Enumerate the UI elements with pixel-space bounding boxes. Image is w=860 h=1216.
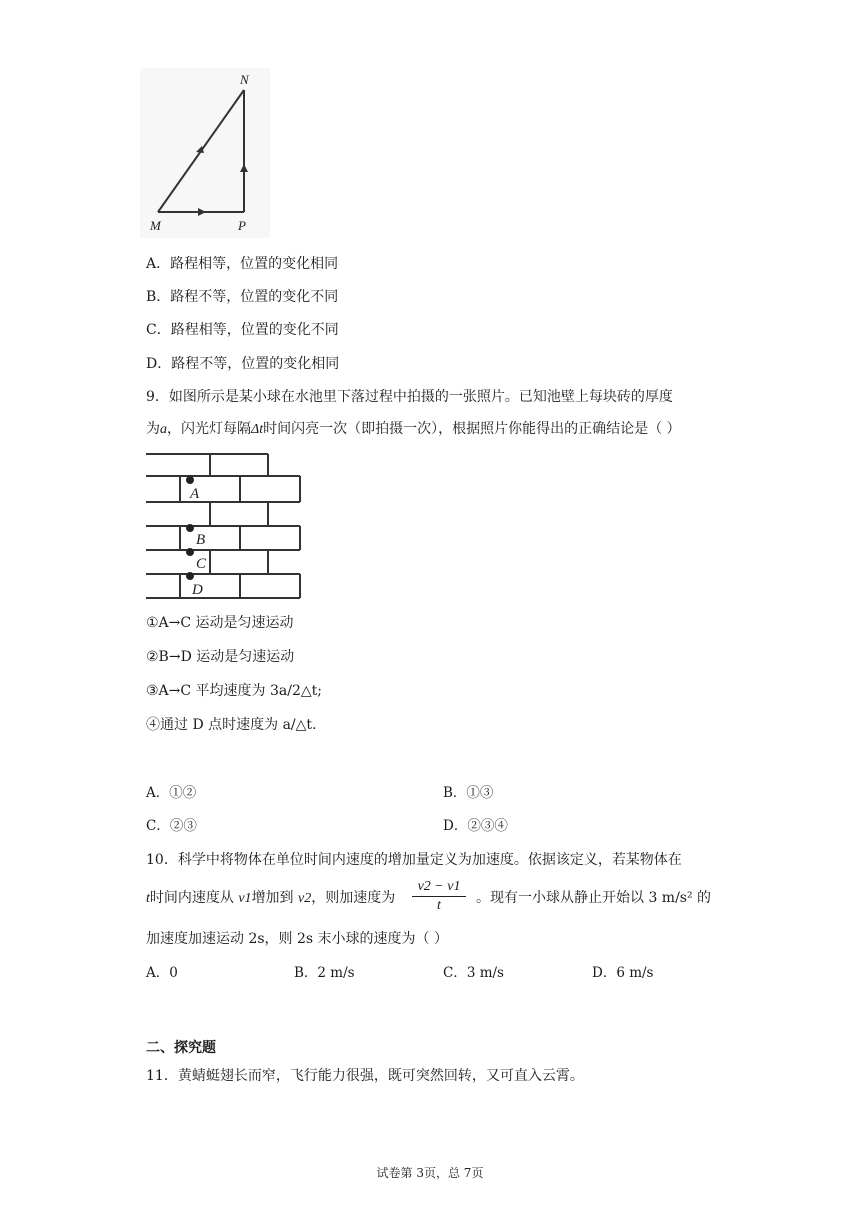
q8-option-c: C．路程相等，位置的变化不同 xyxy=(146,322,339,338)
q10-line3: 加速度加速运动 2s，则 2s 末小球的速度为（ ） xyxy=(146,931,448,947)
q9-option-b: B．①③ xyxy=(443,785,494,801)
fig-label-d: D xyxy=(192,582,203,598)
fig-label-a: A xyxy=(190,486,200,502)
q9-brick-figure xyxy=(146,452,306,602)
q8-option-d: D．路程不等，位置的变化相同 xyxy=(146,356,340,372)
ball-c xyxy=(186,548,194,556)
ball-d xyxy=(186,572,194,580)
q9-option-c: C．②③ xyxy=(146,818,197,834)
q10-option-b: B．2 m/s xyxy=(294,965,355,981)
label-n: N xyxy=(240,72,249,87)
q9-statement-1: ①A→C 运动是匀速运动 xyxy=(146,615,294,631)
section-heading: 二、探究题 xyxy=(146,1040,216,1056)
q8-option-b: B．路程不等，位置的变化不同 xyxy=(146,289,339,305)
q8-option-a: A．路程相等，位置的变化相同 xyxy=(146,256,339,272)
fraction-numerator: v2 − v1 xyxy=(412,878,466,897)
acceleration-fraction xyxy=(412,878,466,915)
q10-option-d: D．6 m/s xyxy=(592,965,654,981)
label-p: P xyxy=(238,218,246,233)
fig-label-b: B xyxy=(196,532,206,548)
page-footer: 试卷第 3页，总 7页 xyxy=(376,1166,484,1180)
q8-figure xyxy=(140,68,270,238)
q11-text: 11．黄蜻蜓翅长而窄，飞行能力很强，既可突然回转，又可直入云霄。 xyxy=(146,1068,584,1084)
q9-option-d: D．②③④ xyxy=(443,818,508,834)
fig-label-c: C xyxy=(196,556,207,572)
q9-statement-4: ④通过 D 点时速度为 a/△t. xyxy=(146,717,317,733)
ball-b xyxy=(186,524,194,532)
q9-option-a: A．①② xyxy=(146,785,197,801)
q10-line2-tail: 。现有一小球从静止开始以 3 m/s² 的 xyxy=(476,890,712,906)
q10-line2: t时间内速度从 v1增加到 v2，则加速度为 xyxy=(146,890,396,906)
label-m: M xyxy=(150,218,161,233)
q10-option-c: C．3 m/s xyxy=(443,965,504,981)
q9-statement-2: ②B→D 运动是匀速运动 xyxy=(146,649,295,665)
q9-line2: 为a，闪光灯每隔Δt时间闪亮一次（即拍摄一次），根据照片你能得出的正确结论是（ ） xyxy=(146,421,681,437)
q9-line1: 9．如图所示是某小球在水池里下落过程中拍摄的一张照片。已知池壁上每块砖的厚度 xyxy=(146,389,673,405)
fraction-denominator: t xyxy=(437,898,441,913)
q10-option-a: A．0 xyxy=(146,965,178,981)
ball-a xyxy=(186,476,194,484)
q10-line1: 10．科学中将物体在单位时间内速度的增加量定义为加速度。依据该定义，若某物体在 xyxy=(146,852,682,868)
q9-statement-3: ③A→C 平均速度为 3a/2△t; xyxy=(146,683,322,699)
